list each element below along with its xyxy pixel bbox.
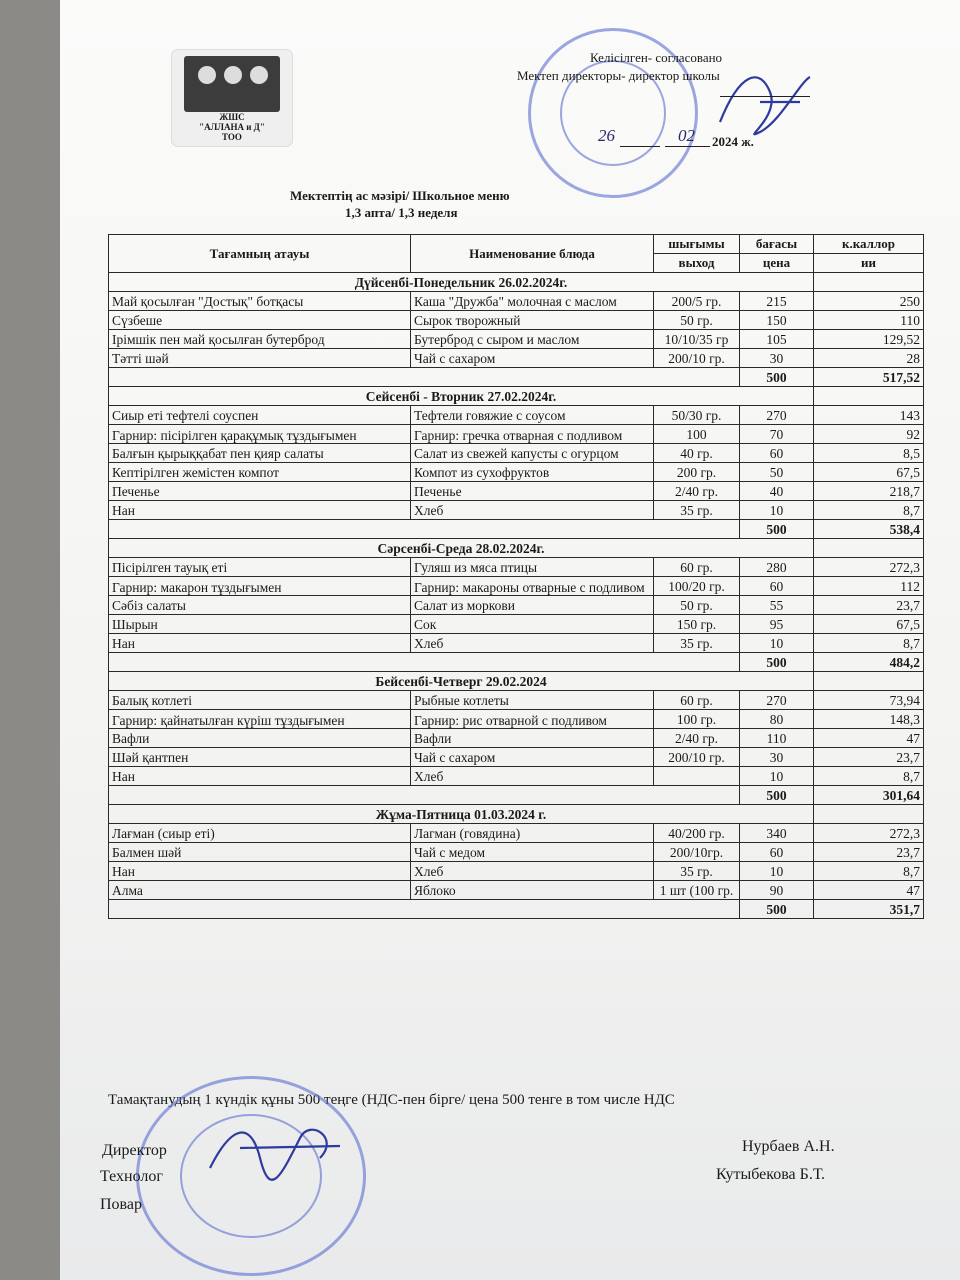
header-ru-name: Наименование блюда — [411, 235, 654, 273]
dish-output: 40/200 гр. — [654, 824, 740, 843]
day-total-row — [109, 900, 924, 919]
dish-kcal: 8,7 — [814, 767, 924, 786]
total-price: 500 — [740, 653, 814, 672]
menu-subtitle: 1,3 апта/ 1,3 неделя — [345, 205, 458, 220]
dish-name-kz: Лағман (сиыр еті) — [109, 824, 411, 843]
dish-kcal: 28 — [814, 349, 924, 368]
dish-output: 200/10 гр. — [654, 748, 740, 767]
dish-price: 95 — [740, 615, 814, 634]
dish-name-kz: Тәтті шәй — [109, 349, 411, 368]
dish-name-kz: Ірімшік пен май қосылған бутерброд — [109, 330, 411, 349]
dish-name-ru: Салат из моркови — [411, 596, 654, 615]
dish-kcal: 67,5 — [814, 463, 924, 482]
total-kcal: 301,64 — [814, 786, 924, 805]
day-header-blank — [814, 539, 924, 558]
day-header-blank — [814, 273, 924, 292]
table-row — [109, 596, 924, 615]
dish-price: 150 — [740, 311, 814, 330]
dish-kcal: 67,5 — [814, 615, 924, 634]
header-out-ru: выход — [654, 254, 740, 273]
day-title: Сәрсенбі-Среда 28.02.2024г. — [109, 539, 814, 558]
dish-output: 50 гр. — [654, 596, 740, 615]
dish-name-ru: Хлеб — [411, 634, 654, 653]
dish-name-ru: Чай с медом — [411, 843, 654, 862]
dish-name-ru: Гарнир: гречка отварная с подливом — [411, 425, 654, 444]
dish-output: 200 гр. — [654, 463, 740, 482]
header-kcal-2: ии — [814, 254, 924, 273]
day-header-blank — [814, 672, 924, 691]
table-row — [109, 330, 924, 349]
dish-kcal: 272,3 — [814, 558, 924, 577]
price-note: Тамақтанудың 1 күндік құны 500 теңге (НДС-пен бірге/ цена 500 тенге в том числе НДС — [108, 1092, 675, 1108]
dish-price: 10 — [740, 767, 814, 786]
dish-price: 60 — [740, 843, 814, 862]
dish-price: 40 — [740, 482, 814, 501]
name-technologist: Кутыбекова Б.Т. — [716, 1166, 826, 1183]
role-cook: Повар — [100, 1196, 142, 1213]
dish-kcal: 73,94 — [814, 691, 924, 710]
header-price-ru: цена — [740, 254, 814, 273]
dish-price: 50 — [740, 463, 814, 482]
total-kcal: 484,2 — [814, 653, 924, 672]
dish-name-kz: Печенье — [109, 482, 411, 501]
table-row — [109, 729, 924, 748]
dish-kcal: 47 — [814, 881, 924, 900]
dish-name-ru: Салат из свежей капусты с огурцом — [411, 444, 654, 463]
director-signature-bottom — [200, 1118, 350, 1188]
approval-agreed: Келісілген- согласовано — [590, 50, 723, 65]
dish-name-kz: Пісірілген тауық еті — [109, 558, 411, 577]
dish-name-ru: Вафли — [411, 729, 654, 748]
dish-name-kz: Сиыр еті тефтелі соуспен — [109, 406, 411, 425]
dish-output: 200/10гр. — [654, 843, 740, 862]
dish-price: 280 — [740, 558, 814, 577]
dish-name-ru: Сок — [411, 615, 654, 634]
dish-name-kz: Шырын — [109, 615, 411, 634]
logo-line-1: ЖШС — [219, 112, 245, 122]
dish-name-kz: Май қосылған "Достық" ботқасы — [109, 292, 411, 311]
day-total-row — [109, 368, 924, 387]
dish-price: 270 — [740, 406, 814, 425]
logo-line-2: "АЛЛАНА и Д" — [199, 122, 265, 132]
approval-month: 02 — [678, 126, 695, 145]
dish-name-kz: Балғын қырыққабат пен қияр салаты — [109, 444, 411, 463]
company-logo — [172, 50, 292, 146]
dish-price: 30 — [740, 349, 814, 368]
dish-price: 70 — [740, 425, 814, 444]
dish-name-kz: Вафли — [109, 729, 411, 748]
dish-name-ru: Чай с сахаром — [411, 748, 654, 767]
month-line — [665, 146, 710, 147]
total-blank — [109, 520, 740, 539]
total-kcal: 538,4 — [814, 520, 924, 539]
dish-price: 60 — [740, 444, 814, 463]
table-row — [109, 482, 924, 501]
dish-name-ru: Рыбные котлеты — [411, 691, 654, 710]
approval-director: Мектеп директоры- директор школы — [517, 68, 720, 83]
name-director: Нурбаев А.Н. — [742, 1138, 835, 1155]
dish-output: 2/40 гр. — [654, 482, 740, 501]
table-row — [109, 767, 924, 786]
day-header-blank — [814, 805, 924, 824]
dish-kcal: 23,7 — [814, 748, 924, 767]
day-title: Бейсенбі-Четверг 29.02.2024 — [109, 672, 814, 691]
dish-name-kz: Нан — [109, 501, 411, 520]
dish-name-ru: Печенье — [411, 482, 654, 501]
dish-price: 55 — [740, 596, 814, 615]
table-row — [109, 406, 924, 425]
table-row — [109, 881, 924, 900]
total-kcal: 517,52 — [814, 368, 924, 387]
header-kcal-1: к.каллор — [814, 235, 924, 254]
table-row — [109, 634, 924, 653]
dish-name-kz: Балық котлеті — [109, 691, 411, 710]
dish-name-kz: Гарнир: пісірілген қарақұмық тұздығымен — [109, 425, 411, 444]
dish-name-ru: Гарнир: макароны отварные с подливом — [411, 577, 654, 596]
table-row — [109, 862, 924, 881]
day-title: Дүйсенбі-Понедельник 26.02.2024г. — [109, 273, 814, 292]
dish-output: 50 гр. — [654, 311, 740, 330]
table-row — [109, 558, 924, 577]
table-row — [109, 501, 924, 520]
total-price: 500 — [740, 368, 814, 387]
dish-kcal: 47 — [814, 729, 924, 748]
dish-output: 100 — [654, 425, 740, 444]
dish-name-ru: Чай с сахаром — [411, 349, 654, 368]
role-director: Директор — [102, 1142, 167, 1159]
dish-kcal: 8,7 — [814, 634, 924, 653]
table-row — [109, 425, 924, 444]
dish-price: 270 — [740, 691, 814, 710]
dish-name-ru: Компот из сухофруктов — [411, 463, 654, 482]
dish-name-kz: Гарнир: қайнатылған күріш тұздығымен — [109, 710, 411, 729]
day-header-blank — [814, 387, 924, 406]
day-header-row — [109, 805, 924, 824]
dish-price: 90 — [740, 881, 814, 900]
day-header-row — [109, 539, 924, 558]
dish-output: 40 гр. — [654, 444, 740, 463]
dish-output: 50/30 гр. — [654, 406, 740, 425]
dish-kcal: 129,52 — [814, 330, 924, 349]
table-row — [109, 748, 924, 767]
dish-kcal: 272,3 — [814, 824, 924, 843]
table-row — [109, 292, 924, 311]
total-price: 500 — [740, 786, 814, 805]
total-blank — [109, 786, 740, 805]
dish-price: 10 — [740, 634, 814, 653]
table-row — [109, 349, 924, 368]
total-blank — [109, 900, 740, 919]
dish-output: 100/20 гр. — [654, 577, 740, 596]
dish-name-ru: Гуляш из мяса птицы — [411, 558, 654, 577]
logo-picture — [184, 56, 280, 112]
signature-line — [720, 96, 810, 97]
menu-body — [109, 273, 924, 919]
header-kz-name: Тағамның атауы — [109, 235, 411, 273]
dish-kcal: 23,7 — [814, 596, 924, 615]
total-blank — [109, 653, 740, 672]
logo-line-3: ТОО — [222, 132, 242, 142]
total-blank — [109, 368, 740, 387]
dish-output: 10/10/35 гр — [654, 330, 740, 349]
day-header-row — [109, 387, 924, 406]
table-row — [109, 710, 924, 729]
menu-title: Мектептің ас мәзірі/ Школьное меню — [290, 188, 510, 203]
dish-price: 80 — [740, 710, 814, 729]
dish-price: 10 — [740, 501, 814, 520]
approval-year: 2024 ж. — [712, 134, 754, 149]
dish-name-kz: Нан — [109, 862, 411, 881]
header-price-kz: бағасы — [740, 235, 814, 254]
dish-name-ru: Гарнир: рис отварной с подливом — [411, 710, 654, 729]
day-total-row — [109, 786, 924, 805]
day-header-row — [109, 672, 924, 691]
dish-kcal: 250 — [814, 292, 924, 311]
dish-price: 215 — [740, 292, 814, 311]
dish-output: 150 гр. — [654, 615, 740, 634]
dish-price: 105 — [740, 330, 814, 349]
menu-table — [108, 234, 924, 919]
dish-name-ru: Лагман (говядина) — [411, 824, 654, 843]
table-row — [109, 843, 924, 862]
day-title: Сейсенбі - Вторник 27.02.2024г. — [109, 387, 814, 406]
dish-kcal: 92 — [814, 425, 924, 444]
day-header-row — [109, 273, 924, 292]
table-row — [109, 577, 924, 596]
dish-price: 10 — [740, 862, 814, 881]
dish-name-kz: Нан — [109, 767, 411, 786]
total-kcal: 351,7 — [814, 900, 924, 919]
dish-name-kz: Кептірілген жемістен компот — [109, 463, 411, 482]
dish-name-kz: Балмен шәй — [109, 843, 411, 862]
dish-name-ru: Хлеб — [411, 767, 654, 786]
dish-name-kz: Сәбіз салаты — [109, 596, 411, 615]
table-row — [109, 691, 924, 710]
dish-kcal: 143 — [814, 406, 924, 425]
dish-price: 340 — [740, 824, 814, 843]
day-total-row — [109, 653, 924, 672]
dish-name-ru: Бутерброд с сыром и маслом — [411, 330, 654, 349]
dish-output: 100 гр. — [654, 710, 740, 729]
dish-output: 60 гр. — [654, 558, 740, 577]
dish-output: 35 гр. — [654, 501, 740, 520]
dish-name-ru: Каша "Дружба" молочная с маслом — [411, 292, 654, 311]
dish-name-kz: Алма — [109, 881, 411, 900]
dish-output: 35 гр. — [654, 634, 740, 653]
day-title: Жұма-Пятница 01.03.2024 г. — [109, 805, 814, 824]
dish-output: 2/40 гр. — [654, 729, 740, 748]
approval-day: 26 — [598, 126, 615, 145]
dish-name-kz: Нан — [109, 634, 411, 653]
table-row — [109, 824, 924, 843]
role-technologist: Технолог — [100, 1168, 163, 1185]
dish-kcal: 8,7 — [814, 501, 924, 520]
dish-kcal: 23,7 — [814, 843, 924, 862]
dish-price: 60 — [740, 577, 814, 596]
dish-name-ru: Хлеб — [411, 862, 654, 881]
dish-kcal: 148,3 — [814, 710, 924, 729]
dish-output: 60 гр. — [654, 691, 740, 710]
dish-name-kz: Гарнир: макарон тұздығымен — [109, 577, 411, 596]
dish-name-ru: Хлеб — [411, 501, 654, 520]
dish-name-kz: Сүзбеше — [109, 311, 411, 330]
dish-price: 110 — [740, 729, 814, 748]
day-line — [620, 146, 660, 147]
dish-kcal: 112 — [814, 577, 924, 596]
header-out-kz: шығымы — [654, 235, 740, 254]
table-row — [109, 463, 924, 482]
dish-kcal: 218,7 — [814, 482, 924, 501]
dish-output: 1 шт (100 гр. — [654, 881, 740, 900]
dish-kcal: 110 — [814, 311, 924, 330]
dish-name-kz: Шәй қантпен — [109, 748, 411, 767]
table-row — [109, 311, 924, 330]
dish-kcal: 8,7 — [814, 862, 924, 881]
dish-kcal: 8,5 — [814, 444, 924, 463]
table-row — [109, 615, 924, 634]
dish-output: 200/10 гр. — [654, 349, 740, 368]
dish-output: 35 гр. — [654, 862, 740, 881]
dish-name-ru: Сырок творожный — [411, 311, 654, 330]
total-price: 500 — [740, 520, 814, 539]
dish-price: 30 — [740, 748, 814, 767]
dish-output: 200/5 гр. — [654, 292, 740, 311]
total-price: 500 — [740, 900, 814, 919]
dish-name-ru: Яблоко — [411, 881, 654, 900]
day-total-row — [109, 520, 924, 539]
dish-output — [654, 767, 740, 786]
dish-name-ru: Тефтели говяжие с соусом — [411, 406, 654, 425]
table-row — [109, 444, 924, 463]
